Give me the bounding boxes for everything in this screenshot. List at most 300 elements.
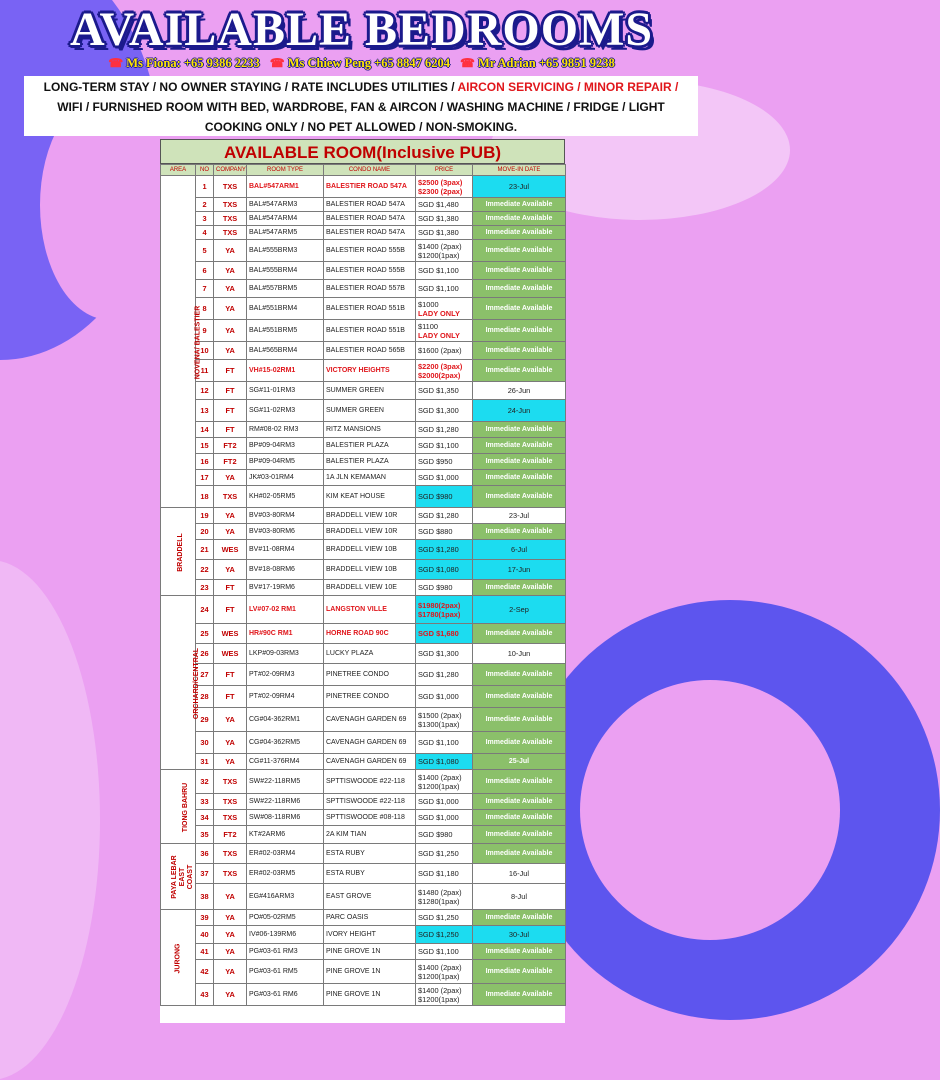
price-cell [416, 454, 473, 470]
condo-name-cell: PINETREE CONDO [324, 664, 416, 686]
company-cell: YA [214, 926, 247, 944]
area-cell [161, 596, 201, 770]
price-line: $1600 (2pax) [418, 346, 462, 355]
move-in-cell: 23-Jul [473, 508, 566, 524]
price-line: $2000(2pax) [418, 370, 461, 380]
room-type-cell: SW#22-118RM6 [247, 794, 324, 810]
company-cell: TXS [214, 176, 247, 198]
table-row[interactable] [161, 280, 566, 298]
price-line: SGD $1,180 [418, 869, 459, 878]
row-number: 31 [196, 754, 214, 770]
table-row[interactable] [161, 884, 566, 910]
condo-name-cell: 1A JLN KEMAMAN [324, 470, 416, 486]
price-cell [416, 240, 473, 262]
company-cell: FT [214, 360, 247, 382]
price-line: SGD $1,380 [418, 228, 459, 237]
price-line: SGD $1,300 [418, 406, 459, 415]
price-line: $1980(2pax) [418, 600, 461, 610]
move-in-cell: Immediate Available [473, 212, 566, 226]
table-row[interactable] [161, 382, 566, 400]
price-cell [416, 926, 473, 944]
row-number: 42 [196, 960, 214, 984]
company-cell: YA [214, 298, 247, 320]
room-type-cell: VH#15-02RM1 [247, 360, 324, 382]
price-line: $1200(1pax) [418, 781, 460, 791]
room-type-cell: EG#416ARM3 [247, 884, 324, 910]
table-row[interactable] [161, 470, 566, 486]
price-line: SGD $1,280 [418, 545, 459, 554]
company-cell: YA [214, 342, 247, 360]
move-in-cell: Immediate Available [473, 944, 566, 960]
row-number: 37 [196, 864, 214, 884]
price-cell [416, 596, 473, 624]
price-line: $1200(1pax) [418, 250, 460, 260]
company-cell: YA [214, 320, 247, 342]
sheet-title: AVAILABLE ROOM(Inclusive PUB) [160, 139, 565, 164]
table-row[interactable] [161, 944, 566, 960]
row-number: 25 [196, 624, 214, 644]
condo-name-cell: BRADDELL VIEW 10B [324, 560, 416, 580]
company-cell: FT [214, 580, 247, 596]
price-line: $1100 [418, 321, 439, 331]
price-cell [416, 644, 473, 664]
room-type-cell: BV#03-80RM4 [247, 508, 324, 524]
price-cell [416, 732, 473, 754]
company-cell: TXS [214, 864, 247, 884]
table-row[interactable] [161, 176, 566, 198]
condo-name-cell: PARC OASIS [324, 910, 416, 926]
room-table [160, 164, 566, 1006]
room-type-cell: BAL#547ARM4 [247, 212, 324, 226]
price-line: SGD $980 [418, 492, 453, 501]
company-cell: FT [214, 686, 247, 708]
move-in-cell: Immediate Available [473, 524, 566, 540]
price-line: SGD $1,280 [418, 425, 459, 434]
row-number: 18 [196, 486, 214, 508]
table-row[interactable] [161, 298, 566, 320]
room-type-cell: BAL#551BRM4 [247, 298, 324, 320]
table-row[interactable] [161, 794, 566, 810]
company-cell: YA [214, 910, 247, 926]
company-cell: YA [214, 470, 247, 486]
table-row[interactable] [161, 664, 566, 686]
price-line: SGD $1,100 [418, 738, 459, 747]
row-number: 4 [196, 226, 214, 240]
col-header: CONDO NAME [324, 165, 416, 176]
move-in-cell: Immediate Available [473, 770, 566, 794]
table-body [161, 176, 566, 1006]
price-line: SGD $1,000 [418, 813, 459, 822]
move-in-cell: Immediate Available [473, 686, 566, 708]
row-number: 19 [196, 508, 214, 524]
table-row[interactable] [161, 770, 566, 794]
room-type-cell: IV#06-139RM6 [247, 926, 324, 944]
col-header: NO [196, 165, 214, 176]
row-number: 29 [196, 708, 214, 732]
move-in-cell: Immediate Available [473, 438, 566, 454]
table-row[interactable] [161, 644, 566, 664]
table-row[interactable] [161, 580, 566, 596]
company-cell: YA [214, 262, 247, 280]
condo-name-cell: BRADDELL VIEW 10R [324, 524, 416, 540]
table-row[interactable] [161, 240, 566, 262]
table-row[interactable] [161, 826, 566, 844]
row-number: 2 [196, 198, 214, 212]
price-cell [416, 400, 473, 422]
company-cell: YA [214, 732, 247, 754]
price-cell [416, 438, 473, 454]
company-cell: WES [214, 540, 247, 560]
room-type-cell: BAL#551BRM5 [247, 320, 324, 342]
company-cell: FT [214, 400, 247, 422]
price-line: $1000 [418, 299, 439, 309]
price-line: SGD $1,100 [418, 947, 459, 956]
move-in-cell: Immediate Available [473, 580, 566, 596]
price-cell [416, 826, 473, 844]
condo-name-cell: BALESTIER ROAD 551B [324, 320, 416, 342]
room-type-cell: PG#03-61 RM5 [247, 960, 324, 984]
price-cell [416, 560, 473, 580]
room-type-cell: BV#17-19RM6 [247, 580, 324, 596]
room-type-cell: PT#02-09RM3 [247, 664, 324, 686]
table-row[interactable] [161, 596, 566, 624]
row-number: 15 [196, 438, 214, 454]
move-in-cell: Immediate Available [473, 984, 566, 1006]
condo-name-cell: IVORY HEIGHT [324, 926, 416, 944]
price-line: SGD $1,300 [418, 649, 459, 658]
condo-name-cell: KIM KEAT HOUSE [324, 486, 416, 508]
price-cell [416, 342, 473, 360]
table-row[interactable] [161, 486, 566, 508]
condo-name-cell: BRADDELL VIEW 10R [324, 508, 416, 524]
contact-item[interactable]: ☎ Ms Chiew Peng +65 8847 6204 [269, 56, 451, 70]
move-in-cell: Immediate Available [473, 240, 566, 262]
company-cell: TXS [214, 810, 247, 826]
table-row[interactable] [161, 198, 566, 212]
table-row[interactable] [161, 926, 566, 944]
condo-name-cell: ESTA RUBY [324, 864, 416, 884]
condo-name-cell: VICTORY HEIGHTS [324, 360, 416, 382]
condo-name-cell: SPTTISWOODE #08-118 [324, 810, 416, 826]
price-line: SGD $1,000 [418, 797, 459, 806]
condo-name-cell: PINE GROVE 1N [324, 960, 416, 984]
row-number: 26 [196, 644, 214, 664]
company-cell: FT [214, 596, 247, 624]
table-row[interactable] [161, 910, 566, 926]
price-cell [416, 360, 473, 382]
condo-name-cell: BALESTIER PLAZA [324, 438, 416, 454]
table-row[interactable] [161, 438, 566, 454]
room-sheet [160, 139, 565, 1023]
price-cell [416, 708, 473, 732]
company-cell: TXS [214, 844, 247, 864]
col-header: ROOM TYPE [247, 165, 324, 176]
condo-name-cell: LANGSTON VILLE [324, 596, 416, 624]
company-cell: FT2 [214, 454, 247, 470]
table-row[interactable] [161, 810, 566, 826]
room-type-cell: RM#08-02 RM3 [247, 422, 324, 438]
table-row[interactable] [161, 262, 566, 280]
area-label: TIONG BAHRU [182, 782, 190, 833]
col-header: AREA [161, 165, 196, 176]
room-type-cell: CG#04-362RM1 [247, 708, 324, 732]
move-in-cell: Immediate Available [473, 280, 566, 298]
price-cell [416, 524, 473, 540]
room-type-cell: BAL#565BRM4 [247, 342, 324, 360]
price-cell [416, 844, 473, 864]
company-cell: YA [214, 944, 247, 960]
room-type-cell: BAL#547ARM1 [247, 176, 324, 198]
table-row[interactable] [161, 686, 566, 708]
room-type-cell: BAL#547ARM3 [247, 198, 324, 212]
price-line: SGD $1,280 [418, 670, 459, 679]
company-cell: TXS [214, 794, 247, 810]
price-line: $1400 (2pax) [418, 772, 462, 782]
table-row[interactable] [161, 960, 566, 984]
table-row[interactable] [161, 400, 566, 422]
row-number: 14 [196, 422, 214, 438]
room-type-cell: PO#05-02RM5 [247, 910, 324, 926]
move-in-cell: Immediate Available [473, 226, 566, 240]
price-cell [416, 944, 473, 960]
row-number: 34 [196, 810, 214, 826]
price-line: SGD $1,480 [418, 200, 459, 209]
row-number: 32 [196, 770, 214, 794]
price-cell [416, 770, 473, 794]
price-cell [416, 382, 473, 400]
company-cell: FT [214, 664, 247, 686]
row-number: 16 [196, 454, 214, 470]
table-row[interactable] [161, 320, 566, 342]
room-type-cell: BAL#547ARM5 [247, 226, 324, 240]
price-line: $2500 (3pax) [418, 177, 463, 187]
table-row[interactable] [161, 212, 566, 226]
price-line: SGD $1,100 [418, 266, 459, 275]
price-cell [416, 212, 473, 226]
table-row[interactable] [161, 732, 566, 754]
area-label: BRADDELL [176, 533, 184, 572]
condo-name-cell: BALESTIER ROAD 547A [324, 212, 416, 226]
company-cell: YA [214, 960, 247, 984]
room-type-cell: HR#90C RM1 [247, 624, 324, 644]
row-number: 30 [196, 732, 214, 754]
price-line: SGD $1,250 [418, 913, 459, 922]
phone-icon: ☎ [460, 56, 475, 70]
price-line: SGD $880 [418, 527, 453, 536]
condo-name-cell: BALESTIER ROAD 555B [324, 262, 416, 280]
condo-name-cell: LUCKY PLAZA [324, 644, 416, 664]
price-line: SGD $950 [418, 457, 453, 466]
row-number: 33 [196, 794, 214, 810]
price-line: $1400 (2pax) [418, 962, 462, 972]
price-cell [416, 422, 473, 438]
row-number: 6 [196, 262, 214, 280]
table-row[interactable] [161, 524, 566, 540]
price-line: $1400 (2pax) [418, 241, 462, 251]
area-cell [161, 910, 196, 1006]
row-number: 36 [196, 844, 214, 864]
move-in-cell: 8-Jul [473, 884, 566, 910]
move-in-cell: Immediate Available [473, 624, 566, 644]
condo-name-cell: BALESTIER ROAD 557B [324, 280, 416, 298]
price-cell [416, 262, 473, 280]
row-number: 23 [196, 580, 214, 596]
row-number: 43 [196, 984, 214, 1006]
bg-shape [0, 560, 100, 1080]
condo-name-cell: BRADDELL VIEW 10B [324, 540, 416, 560]
room-type-cell: PT#02-09RM4 [247, 686, 324, 708]
table-row[interactable] [161, 560, 566, 580]
condo-name-cell: ESTA RUBY [324, 844, 416, 864]
condo-name-cell: PINETREE CONDO [324, 686, 416, 708]
company-cell: YA [214, 884, 247, 910]
room-type-cell: CG#04-362RM5 [247, 732, 324, 754]
area-cell [161, 176, 202, 508]
company-cell: FT2 [214, 438, 247, 454]
room-type-cell: BP#09-04RM3 [247, 438, 324, 454]
price-line: SGD $1,080 [418, 565, 459, 574]
area-cell [161, 770, 196, 844]
row-number: 40 [196, 926, 214, 944]
room-type-cell: BAL#557BRM5 [247, 280, 324, 298]
price-line: $1400 (2pax) [418, 985, 462, 995]
price-cell [416, 984, 473, 1006]
area-label: JURONG [174, 943, 182, 974]
table-row[interactable] [161, 984, 566, 1006]
page-title: AVAILABLE BEDROOMS [69, 3, 654, 56]
condo-name-cell: SUMMER GREEN [324, 400, 416, 422]
condo-name-cell: HORNE ROAD 90C [324, 624, 416, 644]
room-type-cell: SW#22-118RM5 [247, 770, 324, 794]
move-in-cell: Immediate Available [473, 342, 566, 360]
area-label: PAYA LEBAR EAST COAST [171, 854, 194, 899]
table-row[interactable] [161, 226, 566, 240]
condo-name-cell: BALESTIER ROAD 555B [324, 240, 416, 262]
move-in-cell: 6-Jul [473, 540, 566, 560]
row-number: 21 [196, 540, 214, 560]
table-row[interactable] [161, 844, 566, 864]
price-line: $1500 (2pax) [418, 710, 462, 720]
room-type-cell: BAL#555BRM3 [247, 240, 324, 262]
company-cell: WES [214, 624, 247, 644]
price-line: SGD $980 [418, 830, 453, 839]
price-cell [416, 198, 473, 212]
price-line: SGD $1,000 [418, 692, 459, 701]
room-type-cell: ER#02-03RM5 [247, 864, 324, 884]
room-type-cell: LV#07-02 RM1 [247, 596, 324, 624]
table-row[interactable] [161, 540, 566, 560]
room-type-cell: BAL#555BRM4 [247, 262, 324, 280]
room-type-cell: SG#11-01RM3 [247, 382, 324, 400]
move-in-cell: Immediate Available [473, 732, 566, 754]
row-number: 28 [196, 686, 214, 708]
price-cell [416, 226, 473, 240]
table-row[interactable] [161, 624, 566, 644]
row-number: 20 [196, 524, 214, 540]
move-in-cell: Immediate Available [473, 454, 566, 470]
table-row[interactable] [161, 508, 566, 524]
price-cell [416, 320, 473, 342]
price-line: LADY ONLY [418, 308, 460, 318]
table-row[interactable] [161, 708, 566, 732]
move-in-cell: Immediate Available [473, 844, 566, 864]
move-in-cell: 16-Jul [473, 864, 566, 884]
table-row[interactable] [161, 754, 566, 770]
price-cell [416, 624, 473, 644]
room-type-cell: BV#18-08RM6 [247, 560, 324, 580]
move-in-cell: Immediate Available [473, 960, 566, 984]
company-cell: TXS [214, 486, 247, 508]
price-line: SGD $980 [418, 583, 453, 592]
room-type-cell: BV#03-80RM6 [247, 524, 324, 540]
contact-item[interactable]: ☎ Mr Adrian +65 9851 9238 [460, 56, 615, 70]
row-number: 5 [196, 240, 214, 262]
table-header-row [161, 165, 566, 176]
condo-name-cell: SUMMER GREEN [324, 382, 416, 400]
row-number: 41 [196, 944, 214, 960]
price-line: $1780(1pax) [418, 609, 461, 619]
condo-name-cell: 2A KIM TIAN [324, 826, 416, 844]
company-cell: YA [214, 508, 247, 524]
price-line: SGD $1,350 [418, 386, 459, 395]
row-number: 13 [196, 400, 214, 422]
room-type-cell: PG#03-61 RM6 [247, 984, 324, 1006]
company-cell: YA [214, 240, 247, 262]
notice-line: WIFI / FURNISHED ROOM WITH BED, WARDROBE, FAN & AIRCON / WASHING MACHINE / FRIDGE / LIGHT [57, 100, 665, 114]
price-line: SGD $1,380 [418, 214, 459, 223]
table-row[interactable] [161, 454, 566, 470]
table-row[interactable] [161, 864, 566, 884]
company-cell: YA [214, 280, 247, 298]
table-row[interactable] [161, 342, 566, 360]
move-in-cell: Immediate Available [473, 470, 566, 486]
notice-line: LONG-TERM STAY / NO OWNER STAYING / RATE INCLUDES UTILITIES / AIRCON SERVICING / MINOR REPAIR / [43, 80, 679, 94]
move-in-cell: 10-Jun [473, 644, 566, 664]
move-in-cell: Immediate Available [473, 794, 566, 810]
move-in-cell: Immediate Available [473, 298, 566, 320]
table-row[interactable] [161, 422, 566, 438]
room-type-cell: SW#08-118RM6 [247, 810, 324, 826]
move-in-cell: Immediate Available [473, 320, 566, 342]
col-header: COMPANY [214, 165, 247, 176]
room-type-cell: BP#09-04RM5 [247, 454, 324, 470]
room-type-cell: ER#02-03RM4 [247, 844, 324, 864]
price-line: SGD $1,080 [418, 757, 459, 766]
price-line: SGD $1,680 [418, 629, 459, 638]
condo-name-cell: PINE GROVE 1N [324, 984, 416, 1006]
company-cell: FT [214, 422, 247, 438]
row-number: 9 [196, 320, 214, 342]
row-number: 17 [196, 470, 214, 486]
area-cell [161, 508, 196, 596]
table-row[interactable] [161, 360, 566, 382]
condo-name-cell: BALESTIER ROAD 547A [324, 226, 416, 240]
move-in-cell: 25-Jul [473, 754, 566, 770]
phone-icon: ☎ [108, 56, 124, 70]
price-line: SGD $1,100 [418, 284, 459, 293]
price-cell [416, 910, 473, 926]
price-line: $1300(1pax) [418, 719, 460, 729]
contact-item[interactable]: ☎ Ms Fiona: +65 9386 2233 [108, 56, 260, 70]
row-number: 3 [196, 212, 214, 226]
company-cell: FT [214, 382, 247, 400]
company-cell: YA [214, 560, 247, 580]
price-line: $1480 (2pax) [418, 887, 462, 897]
price-cell [416, 580, 473, 596]
move-in-cell: 30-Jul [473, 926, 566, 944]
room-type-cell: JK#03-01RM4 [247, 470, 324, 486]
move-in-cell: Immediate Available [473, 486, 566, 508]
